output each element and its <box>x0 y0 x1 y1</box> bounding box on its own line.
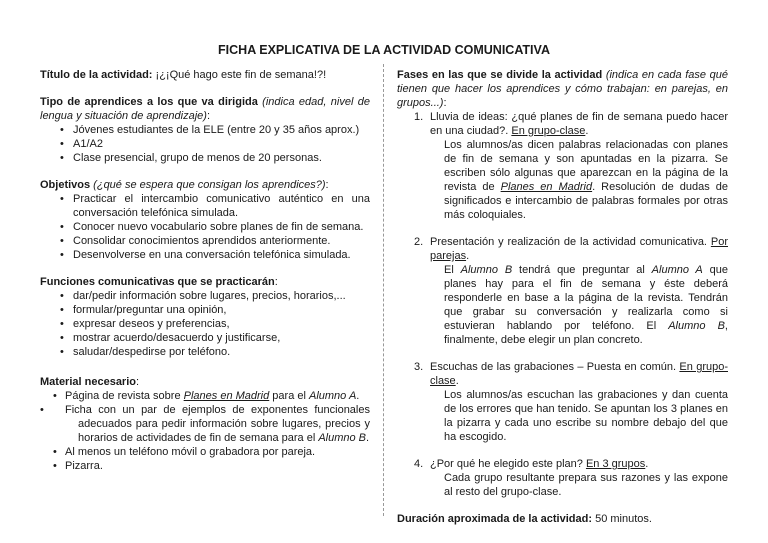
list-item: • Clase presencial, grupo de menos de 20 personas. <box>40 151 370 165</box>
colon: : <box>325 179 329 191</box>
list-item: • Desenvolverse en una conversación telefónica simulada. <box>40 248 370 262</box>
section-heading <box>40 178 370 192</box>
phase-description <box>430 263 728 347</box>
label: Fases en las que se divide la actividad <box>397 69 603 81</box>
phase-heading: Lluvia de ideas: ¿qué planes de fin de semana puedo hacer en una ciudad?. <box>430 111 728 137</box>
phase-heading: Presentación y realización de la actividad comunicativa. <box>430 236 711 248</box>
label: Funciones comunicativas que se practicarán <box>40 276 275 288</box>
grouping-mode: Por parejas <box>430 236 728 262</box>
text: Alumno A <box>651 264 703 276</box>
phase-number: 4. <box>414 458 424 470</box>
text: . <box>585 125 589 137</box>
value: 50 minutos. <box>592 513 652 525</box>
list-item: • Jóvenes estudiantes de la ELE (entre 20 y 35 años aprox.) <box>40 123 370 137</box>
activity-title <box>40 68 370 82</box>
text: . <box>356 390 360 402</box>
phase-number: 2. <box>414 236 424 248</box>
phase-number: 1. <box>414 111 424 123</box>
text: Los alumnos/as dicen palabras relacionadas con planes de fin de semana y son apuntadas en la pizarra. Se escriben sólo algunas que aparezcan en la página de la revista de <box>444 139 728 193</box>
text: . <box>366 432 370 444</box>
list-item <box>40 403 370 445</box>
colon: : <box>136 376 140 388</box>
list-item: • dar/pedir información sobre lugares, precios, horarios,... <box>40 289 370 303</box>
text: que planes hay para el fin de semana y éste deberá responderle en base a la página de la revista. Tendrán que grabar su conversación y realizarla como si estuvieran hablando por teléfono. El <box>444 264 728 332</box>
text: tendrá que preguntar al <box>512 264 652 276</box>
duration <box>397 512 728 526</box>
text: Alumno B <box>668 320 725 332</box>
phase-item <box>397 457 728 499</box>
label: Título de la actividad: <box>40 69 153 81</box>
text: . <box>466 250 470 262</box>
learner-type-section <box>40 95 370 165</box>
text: Página de revista sobre <box>65 390 184 402</box>
label: Objetivos <box>40 179 91 191</box>
section-heading <box>40 95 370 123</box>
value: ¡¿¡Qué hago este fin de semana!?! <box>152 69 327 81</box>
phase-description: Cada grupo resultante prepara sus razones y las expone al resto del grupo-clase. <box>444 472 728 498</box>
hint: (indica edad, nivel de lengua y situación de aprendizaje) <box>40 96 370 122</box>
objectives-section <box>40 178 370 262</box>
hint: (¿qué se espera que consigan los aprendices?) <box>90 179 326 191</box>
column-divider <box>383 64 384 516</box>
text: . <box>645 458 649 470</box>
list-item: • Practicar el intercambio comunicativo auténtico en una conversación telefónica simulada. <box>40 192 370 220</box>
grouping-mode: En grupo-clase <box>430 361 728 387</box>
section-heading <box>397 68 728 110</box>
phase-description <box>430 138 728 222</box>
text: , finalmente, debe elegir un plan concreto. <box>444 320 728 346</box>
phase-description: Los alumnos/as escuchan las grabaciones y dan cuenta de los errores que han tenido. Se apuntan los 3 planes en la pizarra y cada uno escribe su nombre debajo del que ha escogido. <box>444 389 728 443</box>
left-column <box>40 68 370 486</box>
phase-heading: Escuchas de las grabaciones – Puesta en común. <box>430 361 680 373</box>
list-item: • Al menos un teléfono móvil o grabadora por pareja. <box>40 445 370 459</box>
hint: (indica en cada fase qué tienen que hacer los aprendices y cómo trabajan: en parejas, en grupos...) <box>397 69 728 109</box>
list-item <box>40 389 370 403</box>
functions-section <box>40 275 370 359</box>
section-heading <box>40 275 370 289</box>
phase-item <box>397 360 728 444</box>
document-title: FICHA EXPLICATIVA DE LA ACTIVIDAD COMUNICATIVA <box>218 43 550 57</box>
text: Alumno A <box>309 390 357 402</box>
phase-item <box>397 110 728 222</box>
colon: : <box>206 110 211 122</box>
label: Tipo de aprendices a los que va dirigida <box>40 96 258 108</box>
colon: : <box>443 97 447 109</box>
label: Material necesario <box>40 376 136 388</box>
list-item: • A1/A2 <box>40 137 370 151</box>
text: . Resolución de dudas de significados e intercambio de palabras formales por otras más coloquiales. <box>444 181 728 221</box>
magazine-title: Planes en Madrid <box>183 390 270 402</box>
list-item: • Conocer nuevo vocabulario sobre planes de fin de semana. <box>40 220 370 234</box>
list-item: • saludar/despedirse por teléfono. <box>40 345 370 359</box>
label: Duración aproximada de la actividad: <box>397 513 593 525</box>
list-item: • mostrar acuerdo/desacuerdo y justificarse, <box>40 331 370 345</box>
list-item: • expresar deseos y preferencias, <box>40 317 370 331</box>
text: para el <box>269 390 309 402</box>
list-item: • Pizarra. <box>40 459 370 473</box>
text: Alumno B <box>460 264 513 276</box>
phases-list <box>397 110 728 499</box>
materials-section <box>40 375 370 473</box>
phase-number: 3. <box>414 361 424 373</box>
grouping-mode: En grupo-clase <box>511 125 586 137</box>
text: . <box>455 375 459 387</box>
grouping-mode: En 3 grupos <box>585 458 646 470</box>
colon: : <box>274 276 278 288</box>
phase-item <box>397 235 728 347</box>
text: Alumno B <box>318 432 367 444</box>
phase-heading: ¿Por qué he elegido este plan? <box>430 458 586 470</box>
list-item: • formular/preguntar una opinión, <box>40 303 370 317</box>
text: El <box>444 264 461 276</box>
magazine-title: Planes en Madrid <box>500 181 593 193</box>
section-heading <box>40 375 370 389</box>
right-column <box>397 68 728 526</box>
text: Ficha con un par de ejemplos de exponentes funcionales adecuados para pedir información sobre lugares, precios y horarios de actividades de fin de semana para el <box>65 404 370 444</box>
list-item: • Consolidar conocimientos aprendidos anteriormente. <box>40 234 370 248</box>
